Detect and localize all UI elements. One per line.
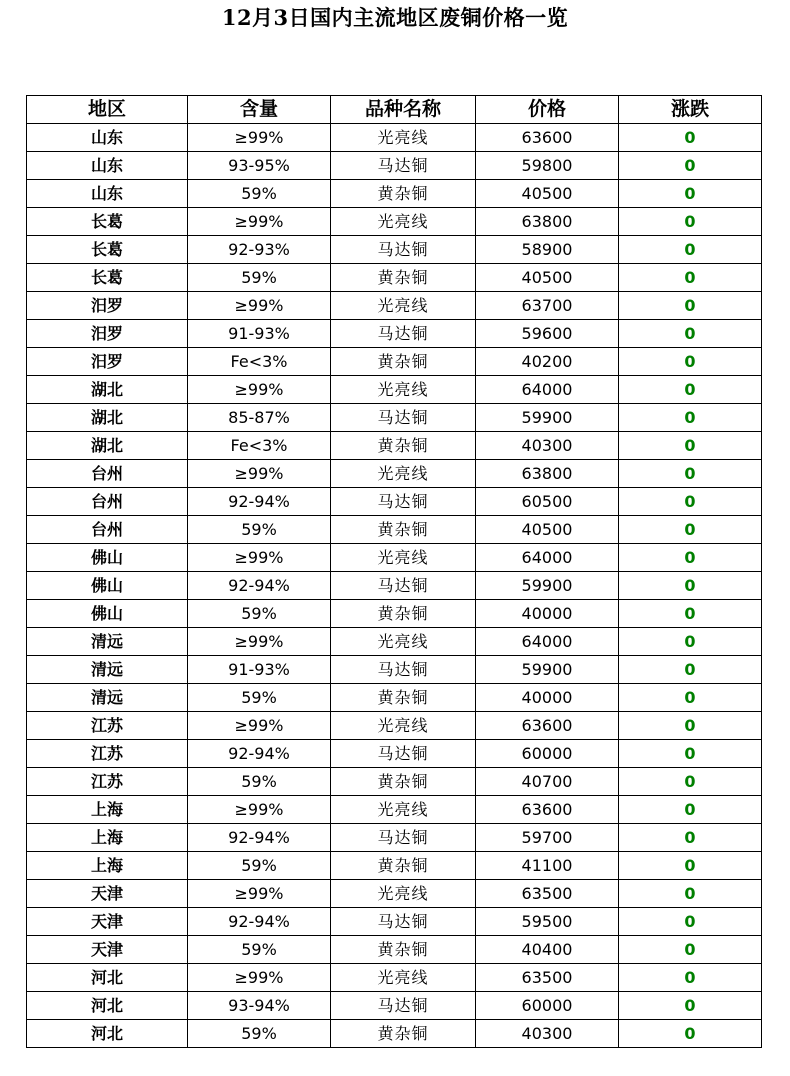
cell-price: 63700 <box>476 292 619 320</box>
cell-region: 山东 <box>27 124 188 152</box>
cell-region: 汨罗 <box>27 292 188 320</box>
cell-price: 60500 <box>476 488 619 516</box>
cell-variety: 黄杂铜 <box>331 516 476 544</box>
cell-change: 0 <box>619 712 762 740</box>
cell-variety: 光亮线 <box>331 964 476 992</box>
cell-variety: 光亮线 <box>331 544 476 572</box>
cell-change: 0 <box>619 628 762 656</box>
cell-region: 湖北 <box>27 432 188 460</box>
cell-region: 江苏 <box>27 740 188 768</box>
cell-price: 40400 <box>476 936 619 964</box>
cell-variety: 马达铜 <box>331 236 476 264</box>
cell-variety: 马达铜 <box>331 572 476 600</box>
table-row <box>27 124 762 152</box>
cell-region: 汨罗 <box>27 348 188 376</box>
table-row <box>27 656 762 684</box>
table-row <box>27 712 762 740</box>
cell-price: 63500 <box>476 964 619 992</box>
cell-change: 0 <box>619 796 762 824</box>
cell-price: 59800 <box>476 152 619 180</box>
cell-content: 92-94% <box>188 572 331 600</box>
cell-variety: 马达铜 <box>331 740 476 768</box>
header-variety: 品种名称 <box>331 96 476 124</box>
cell-price: 64000 <box>476 376 619 404</box>
cell-content: 91-93% <box>188 320 331 348</box>
cell-variety: 马达铜 <box>331 824 476 852</box>
cell-price: 63600 <box>476 124 619 152</box>
cell-variety: 光亮线 <box>331 796 476 824</box>
cell-region: 台州 <box>27 516 188 544</box>
cell-change: 0 <box>619 684 762 712</box>
cell-content: Fe<3% <box>188 348 331 376</box>
cell-price: 58900 <box>476 236 619 264</box>
cell-change: 0 <box>619 516 762 544</box>
cell-change: 0 <box>619 656 762 684</box>
cell-change: 0 <box>619 852 762 880</box>
cell-change: 0 <box>619 488 762 516</box>
cell-price: 59700 <box>476 824 619 852</box>
cell-content: 93-95% <box>188 152 331 180</box>
cell-variety: 光亮线 <box>331 292 476 320</box>
cell-content: 59% <box>188 852 331 880</box>
cell-region: 清远 <box>27 684 188 712</box>
cell-content: 93-94% <box>188 992 331 1020</box>
cell-price: 59900 <box>476 572 619 600</box>
table-row <box>27 208 762 236</box>
cell-region: 长葛 <box>27 264 188 292</box>
cell-region: 天津 <box>27 936 188 964</box>
cell-change: 0 <box>619 600 762 628</box>
cell-content: ≥99% <box>188 964 331 992</box>
cell-variety: 黄杂铜 <box>331 936 476 964</box>
cell-variety: 马达铜 <box>331 992 476 1020</box>
table-row <box>27 432 762 460</box>
table-row <box>27 544 762 572</box>
cell-region: 河北 <box>27 1020 188 1048</box>
cell-price: 40000 <box>476 684 619 712</box>
cell-price: 63600 <box>476 796 619 824</box>
cell-region: 山东 <box>27 180 188 208</box>
cell-region: 上海 <box>27 852 188 880</box>
cell-variety: 光亮线 <box>331 460 476 488</box>
cell-content: 59% <box>188 768 331 796</box>
cell-variety: 光亮线 <box>331 880 476 908</box>
table-row <box>27 572 762 600</box>
cell-content: ≥99% <box>188 292 331 320</box>
cell-change: 0 <box>619 572 762 600</box>
cell-price: 40300 <box>476 1020 619 1048</box>
cell-region: 江苏 <box>27 768 188 796</box>
cell-region: 湖北 <box>27 376 188 404</box>
cell-change: 0 <box>619 152 762 180</box>
cell-content: 59% <box>188 1020 331 1048</box>
cell-price: 59900 <box>476 404 619 432</box>
header-change: 涨跌 <box>619 96 762 124</box>
cell-variety: 马达铜 <box>331 320 476 348</box>
cell-content: ≥99% <box>188 628 331 656</box>
cell-region: 佛山 <box>27 572 188 600</box>
table-row <box>27 908 762 936</box>
cell-variety: 光亮线 <box>331 376 476 404</box>
cell-variety: 黄杂铜 <box>331 768 476 796</box>
cell-variety: 马达铜 <box>331 488 476 516</box>
cell-variety: 光亮线 <box>331 712 476 740</box>
cell-variety: 黄杂铜 <box>331 264 476 292</box>
cell-price: 59500 <box>476 908 619 936</box>
cell-region: 河北 <box>27 964 188 992</box>
cell-content: 59% <box>188 600 331 628</box>
cell-variety: 光亮线 <box>331 628 476 656</box>
cell-content: ≥99% <box>188 124 331 152</box>
cell-price: 64000 <box>476 544 619 572</box>
cell-change: 0 <box>619 432 762 460</box>
header-price: 价格 <box>476 96 619 124</box>
cell-variety: 黄杂铜 <box>331 684 476 712</box>
cell-variety: 马达铜 <box>331 404 476 432</box>
cell-content: 59% <box>188 264 331 292</box>
cell-change: 0 <box>619 180 762 208</box>
table-row <box>27 628 762 656</box>
cell-change: 0 <box>619 964 762 992</box>
cell-content: 92-94% <box>188 908 331 936</box>
header-region: 地区 <box>27 96 188 124</box>
cell-price: 63800 <box>476 460 619 488</box>
table-row <box>27 740 762 768</box>
cell-change: 0 <box>619 544 762 572</box>
cell-content: 59% <box>188 684 331 712</box>
cell-variety: 光亮线 <box>331 124 476 152</box>
cell-price: 40000 <box>476 600 619 628</box>
cell-variety: 光亮线 <box>331 208 476 236</box>
cell-region: 天津 <box>27 908 188 936</box>
cell-price: 63600 <box>476 712 619 740</box>
cell-content: 92-94% <box>188 824 331 852</box>
cell-content: 59% <box>188 516 331 544</box>
cell-price: 60000 <box>476 992 619 1020</box>
cell-change: 0 <box>619 992 762 1020</box>
cell-region: 江苏 <box>27 712 188 740</box>
cell-change: 0 <box>619 320 762 348</box>
cell-change: 0 <box>619 124 762 152</box>
cell-price: 59900 <box>476 656 619 684</box>
table-row <box>27 600 762 628</box>
cell-change: 0 <box>619 936 762 964</box>
table-row <box>27 1020 762 1048</box>
table-row <box>27 376 762 404</box>
cell-price: 40300 <box>476 432 619 460</box>
header-content: 含量 <box>188 96 331 124</box>
cell-content: ≥99% <box>188 712 331 740</box>
cell-change: 0 <box>619 264 762 292</box>
cell-variety: 黄杂铜 <box>331 600 476 628</box>
cell-variety: 马达铜 <box>331 908 476 936</box>
cell-change: 0 <box>619 292 762 320</box>
cell-region: 河北 <box>27 992 188 1020</box>
table-row <box>27 460 762 488</box>
table-row <box>27 824 762 852</box>
cell-content: 92-94% <box>188 740 331 768</box>
cell-change: 0 <box>619 236 762 264</box>
table-row <box>27 348 762 376</box>
table-row <box>27 152 762 180</box>
cell-change: 0 <box>619 768 762 796</box>
cell-variety: 黄杂铜 <box>331 1020 476 1048</box>
cell-change: 0 <box>619 460 762 488</box>
cell-change: 0 <box>619 376 762 404</box>
table-row <box>27 404 762 432</box>
cell-change: 0 <box>619 208 762 236</box>
table-row <box>27 236 762 264</box>
table-row <box>27 768 762 796</box>
cell-variety: 黄杂铜 <box>331 852 476 880</box>
cell-content: 59% <box>188 180 331 208</box>
cell-price: 64000 <box>476 628 619 656</box>
cell-region: 长葛 <box>27 236 188 264</box>
table-body <box>27 124 762 1048</box>
page-title: 12月3日国内主流地区废铜价格一览 <box>221 5 569 30</box>
cell-content: 92-94% <box>188 488 331 516</box>
table-row <box>27 852 762 880</box>
cell-content: Fe<3% <box>188 432 331 460</box>
table-row <box>27 936 762 964</box>
cell-change: 0 <box>619 908 762 936</box>
cell-price: 40500 <box>476 180 619 208</box>
cell-region: 天津 <box>27 880 188 908</box>
cell-change: 0 <box>619 348 762 376</box>
cell-region: 清远 <box>27 656 188 684</box>
cell-region: 佛山 <box>27 544 188 572</box>
cell-content: ≥99% <box>188 376 331 404</box>
table-row <box>27 796 762 824</box>
cell-change: 0 <box>619 404 762 432</box>
cell-region: 山东 <box>27 152 188 180</box>
price-table <box>26 95 762 1048</box>
cell-variety: 黄杂铜 <box>331 432 476 460</box>
cell-price: 40700 <box>476 768 619 796</box>
cell-content: ≥99% <box>188 208 331 236</box>
table-row <box>27 964 762 992</box>
cell-content: ≥99% <box>188 544 331 572</box>
cell-content: 91-93% <box>188 656 331 684</box>
cell-content: 59% <box>188 936 331 964</box>
table-header-row <box>27 96 762 124</box>
table-row <box>27 880 762 908</box>
cell-price: 40500 <box>476 264 619 292</box>
cell-content: ≥99% <box>188 796 331 824</box>
cell-price: 60000 <box>476 740 619 768</box>
cell-price: 40200 <box>476 348 619 376</box>
cell-price: 59600 <box>476 320 619 348</box>
cell-variety: 黄杂铜 <box>331 180 476 208</box>
cell-region: 汨罗 <box>27 320 188 348</box>
table-row <box>27 684 762 712</box>
cell-variety: 黄杂铜 <box>331 348 476 376</box>
cell-region: 上海 <box>27 824 188 852</box>
cell-change: 0 <box>619 740 762 768</box>
table-row <box>27 488 762 516</box>
cell-content: 85-87% <box>188 404 331 432</box>
cell-region: 长葛 <box>27 208 188 236</box>
cell-price: 63800 <box>476 208 619 236</box>
cell-content: ≥99% <box>188 460 331 488</box>
cell-region: 清远 <box>27 628 188 656</box>
cell-region: 台州 <box>27 488 188 516</box>
cell-content: ≥99% <box>188 880 331 908</box>
cell-region: 湖北 <box>27 404 188 432</box>
table-row <box>27 320 762 348</box>
cell-price: 40500 <box>476 516 619 544</box>
table-row <box>27 292 762 320</box>
cell-variety: 马达铜 <box>331 152 476 180</box>
cell-content: 92-93% <box>188 236 331 264</box>
table-row <box>27 992 762 1020</box>
cell-price: 41100 <box>476 852 619 880</box>
table-row <box>27 180 762 208</box>
cell-region: 上海 <box>27 796 188 824</box>
cell-variety: 马达铜 <box>331 656 476 684</box>
table-row <box>27 516 762 544</box>
cell-change: 0 <box>619 880 762 908</box>
table-row <box>27 264 762 292</box>
cell-price: 63500 <box>476 880 619 908</box>
cell-change: 0 <box>619 1020 762 1048</box>
cell-region: 台州 <box>27 460 188 488</box>
cell-change: 0 <box>619 824 762 852</box>
cell-region: 佛山 <box>27 600 188 628</box>
